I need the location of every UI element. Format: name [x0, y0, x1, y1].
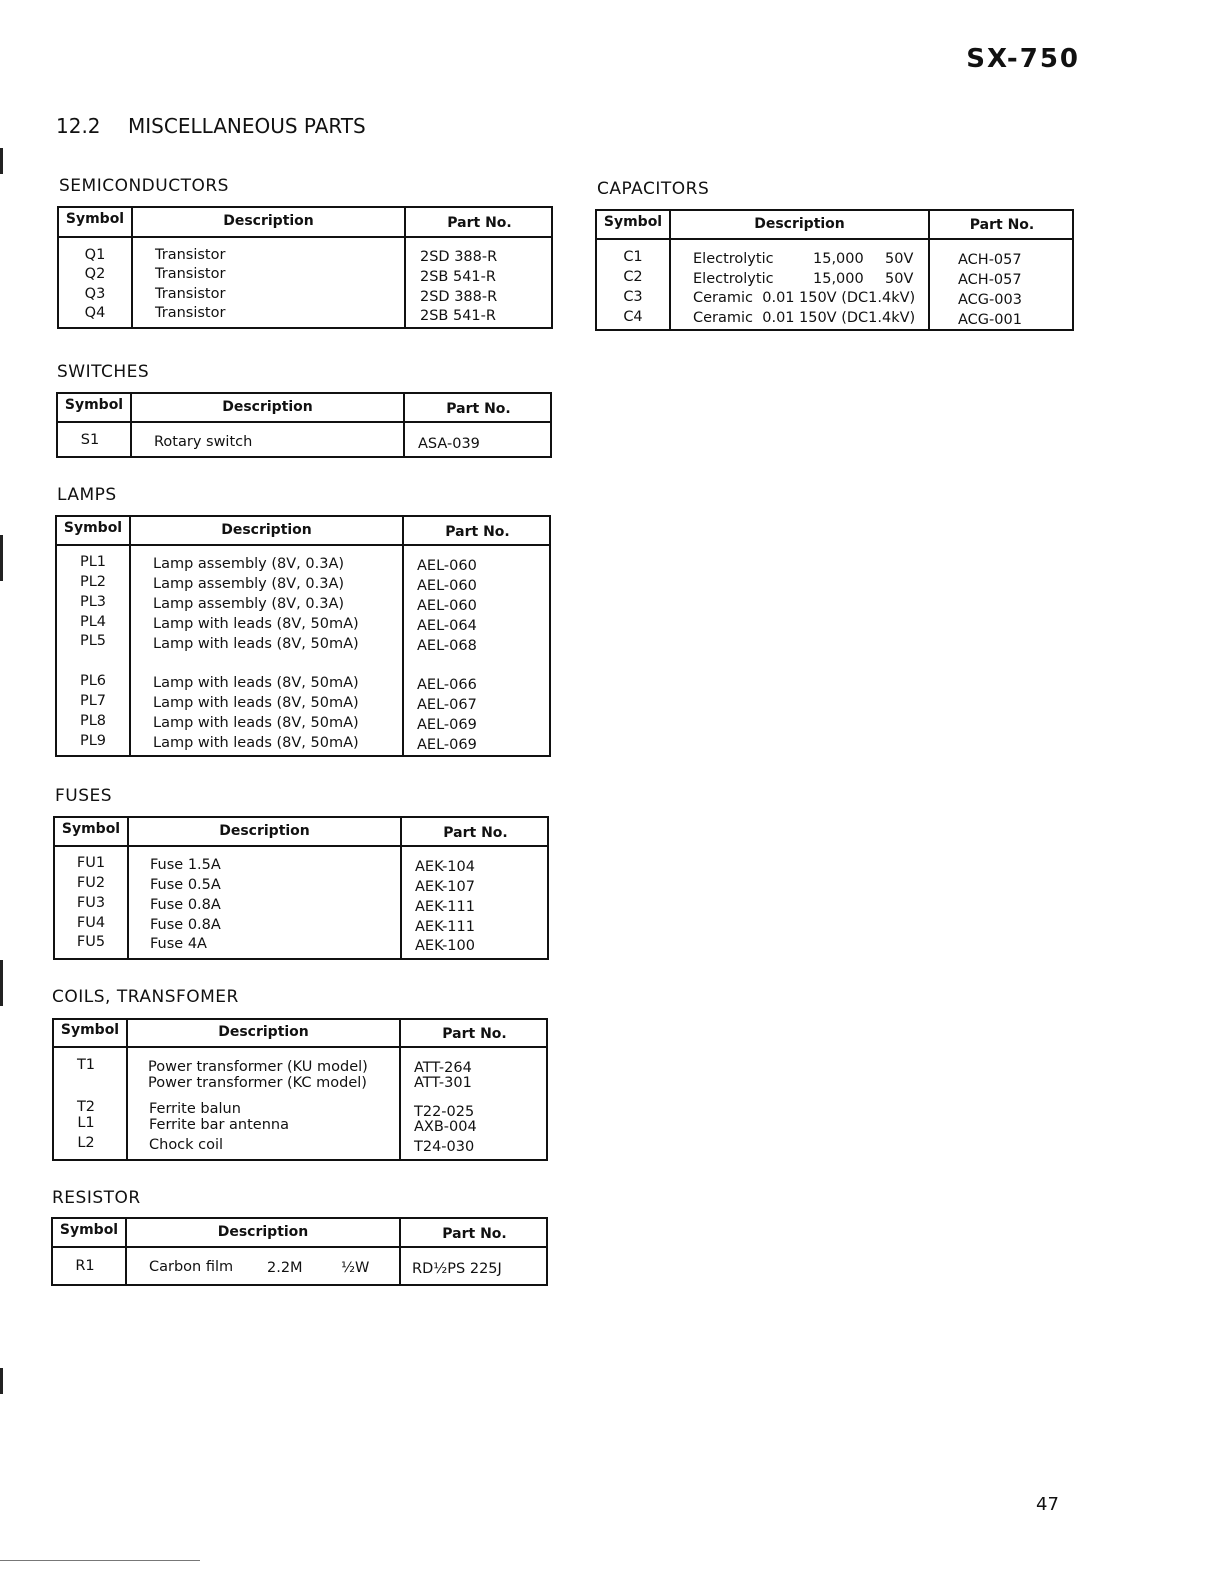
switch-symbol: S1	[80, 432, 100, 448]
coil-symbol: T1	[76, 1057, 96, 1073]
lamp-part-no: AEL-069	[417, 737, 477, 753]
fuse-part-no: AEK-111	[415, 919, 475, 935]
capacitors-heading: CAPACITORS	[597, 179, 710, 199]
fuse-description: Fuse 0.8A	[150, 897, 221, 913]
header-part-no: Part No.	[446, 401, 511, 417]
lamp-symbol: PL7	[79, 693, 107, 709]
section-title-text: MISCELLANEOUS PARTS	[128, 114, 366, 138]
coil-part-no: ATT-264	[414, 1060, 472, 1076]
switch-part-no: ASA-039	[418, 436, 480, 452]
lamps-table	[55, 515, 551, 757]
coil-symbol: L1	[77, 1115, 95, 1131]
fuse-symbol: FU4	[76, 915, 106, 931]
resistor-rating: ½W	[341, 1260, 370, 1276]
coil-description: Ferrite bar antenna	[149, 1117, 289, 1133]
semiconductor-symbol: Q2	[84, 266, 106, 282]
capacitor-part-no: ACH-057	[958, 252, 1022, 268]
lamp-symbol: PL4	[79, 614, 107, 630]
lamp-description: Lamp with leads (8V, 50mA)	[153, 695, 359, 711]
coil-part-no: T24-030	[414, 1139, 475, 1155]
header-description: Description	[221, 522, 312, 538]
lamp-part-no: AEL-066	[417, 677, 477, 693]
semiconductors-heading: SEMICONDUCTORS	[59, 176, 229, 196]
header-part-no: Part No.	[447, 215, 512, 231]
fuse-symbol: FU1	[76, 855, 106, 871]
capacitor-rating: 150V (DC1.4kV)	[799, 290, 916, 306]
header-part-no: Part No.	[443, 825, 508, 841]
resistor-value: 2.2M	[267, 1260, 303, 1276]
lamp-symbol: PL3	[79, 594, 107, 610]
capacitor-part-no: ACH-057	[958, 272, 1022, 288]
capacitor-description: Electrolytic	[693, 271, 774, 287]
lamp-part-no: AEL-064	[417, 618, 477, 634]
lamp-description: Lamp with leads (8V, 50mA)	[153, 675, 359, 691]
coil-part-no: T22-025	[414, 1104, 475, 1120]
capacitor-description: Electrolytic	[693, 251, 774, 267]
semiconductor-symbol: Q1	[84, 247, 106, 263]
header-symbol: Symbol	[603, 214, 663, 230]
lamp-part-no: AEL-060	[417, 558, 477, 574]
coils-table	[52, 1018, 548, 1161]
resistor-heading: RESISTOR	[52, 1188, 141, 1208]
header-symbol: Symbol	[60, 1022, 120, 1038]
fuse-description: Fuse 0.5A	[150, 877, 221, 893]
capacitor-symbol: C2	[623, 269, 643, 285]
lamp-description: Lamp assembly (8V, 0.3A)	[153, 576, 345, 592]
resistor-description: Carbon film	[149, 1259, 234, 1275]
header-symbol: Symbol	[65, 211, 125, 227]
binding-mark	[0, 535, 3, 581]
resistor-symbol: R1	[75, 1258, 95, 1274]
binding-mark	[0, 960, 3, 1006]
fuse-part-no: AEK-100	[415, 938, 475, 954]
capacitor-part-no: ACG-001	[958, 312, 1022, 328]
semiconductor-symbol: Q3	[84, 286, 106, 302]
header-description: Description	[219, 823, 310, 839]
section-title	[56, 114, 366, 138]
page-number: 47	[1036, 1494, 1059, 1515]
lamp-description: Lamp with leads (8V, 50mA)	[153, 616, 359, 632]
lamp-description: Lamp with leads (8V, 50mA)	[153, 636, 359, 652]
capacitor-rating: 50V	[885, 251, 914, 267]
coil-part-no: ATT-301	[414, 1075, 472, 1091]
switch-description: Rotary switch	[154, 434, 253, 450]
semiconductor-description: Transistor	[155, 247, 226, 263]
semiconductor-part-no: 2SD 388-R	[420, 249, 498, 265]
lamp-symbol: PL1	[79, 554, 107, 570]
binding-mark	[0, 148, 3, 174]
lamp-symbol: PL8	[79, 713, 107, 729]
lamp-description: Lamp with leads (8V, 50mA)	[153, 735, 359, 751]
lamp-description: Lamp with leads (8V, 50mA)	[153, 715, 359, 731]
fuse-part-no: AEK-104	[415, 859, 475, 875]
fuse-part-no: AEK-111	[415, 899, 475, 915]
lamp-part-no: AEL-067	[417, 697, 477, 713]
bottom-rule	[0, 1560, 200, 1561]
switches-heading: SWITCHES	[57, 362, 150, 382]
header-part-no: Part No.	[442, 1026, 507, 1042]
lamp-part-no: AEL-069	[417, 717, 477, 733]
coil-description: Power transformer (KC model)	[148, 1075, 367, 1091]
coil-symbol: T2	[76, 1099, 96, 1115]
capacitor-symbol: C1	[623, 249, 643, 265]
fuses-heading: FUSES	[55, 786, 113, 806]
fuse-description: Fuse 0.8A	[150, 917, 221, 933]
semiconductor-description: Transistor	[155, 305, 226, 321]
coil-part-no: AXB-004	[414, 1119, 477, 1135]
coil-description: Power transformer (KU model)	[148, 1059, 368, 1075]
resistor-table	[51, 1217, 548, 1286]
header-part-no: Part No.	[969, 217, 1035, 233]
capacitor-symbol: C4	[623, 309, 643, 325]
capacitor-value: 15,000	[813, 251, 864, 267]
semiconductors-table	[57, 206, 553, 329]
header-description: Description	[754, 216, 845, 232]
capacitor-symbol: C3	[623, 289, 643, 305]
lamp-part-no: AEL-068	[417, 638, 477, 654]
header-symbol: Symbol	[64, 397, 124, 413]
header-description: Description	[223, 213, 314, 229]
header-symbol: Symbol	[61, 821, 121, 837]
resistor-part-no: RD½PS 225J	[412, 1261, 502, 1277]
section-number: 12.2	[56, 114, 101, 138]
lamp-symbol: PL5	[79, 633, 107, 649]
header-part-no: Part No.	[442, 1226, 507, 1242]
capacitor-part-no: ACG-003	[958, 292, 1022, 308]
lamp-symbol: PL2	[79, 574, 107, 590]
fuse-symbol: FU3	[76, 895, 106, 911]
semiconductor-description: Transistor	[155, 286, 226, 302]
lamp-symbol: PL9	[79, 733, 107, 749]
header-part-no: Part No.	[445, 524, 510, 540]
fuse-part-no: AEK-107	[415, 879, 475, 895]
lamps-heading: LAMPS	[57, 485, 117, 505]
coil-description: Chock coil	[149, 1137, 224, 1153]
header-symbol: Symbol	[59, 1222, 119, 1238]
header-description: Description	[222, 399, 313, 415]
lamp-symbol: PL6	[79, 673, 107, 689]
lamp-part-no: AEL-060	[417, 598, 477, 614]
lamp-description: Lamp assembly (8V, 0.3A)	[153, 596, 345, 612]
switches-table	[56, 392, 552, 458]
capacitor-value: 15,000	[813, 271, 864, 287]
semiconductor-part-no: 2SB 541-R	[420, 269, 496, 285]
header-description: Description	[218, 1024, 309, 1040]
capacitor-rating: 50V	[885, 271, 914, 287]
coil-symbol: L2	[77, 1135, 95, 1151]
semiconductor-part-no: 2SD 388-R	[420, 289, 498, 305]
capacitor-rating: 150V (DC1.4kV)	[799, 310, 916, 326]
fuse-description: Fuse 4A	[150, 936, 207, 952]
capacitor-description: Ceramic 0.01	[693, 290, 795, 306]
semiconductor-symbol: Q4	[84, 305, 106, 321]
semiconductor-description: Transistor	[155, 266, 226, 282]
fuse-symbol: FU5	[76, 934, 106, 950]
binding-mark	[0, 1368, 3, 1394]
coils-heading: COILS, TRANSFOMER	[52, 987, 239, 1007]
coil-description: Ferrite balun	[149, 1101, 241, 1117]
header-symbol: Symbol	[63, 520, 123, 536]
lamp-part-no: AEL-060	[417, 578, 477, 594]
capacitor-description: Ceramic 0.01	[693, 310, 795, 326]
fuse-symbol: FU2	[76, 875, 106, 891]
header-description: Description	[217, 1224, 309, 1240]
fuse-description: Fuse 1.5A	[150, 857, 221, 873]
semiconductor-part-no: 2SB 541-R	[420, 308, 496, 324]
model-number: SX-750	[966, 44, 1080, 74]
capacitors-table	[595, 209, 1074, 331]
fuses-table	[53, 816, 549, 960]
lamp-description: Lamp assembly (8V, 0.3A)	[153, 556, 345, 572]
